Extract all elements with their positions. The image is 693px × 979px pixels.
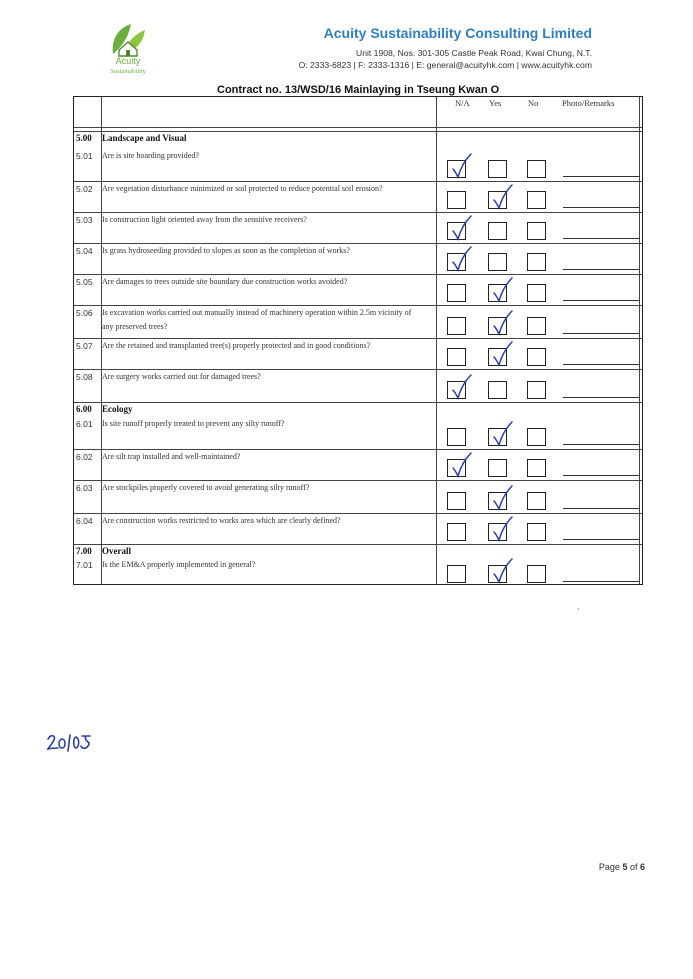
checkmark-icon bbox=[490, 556, 516, 584]
column-divider bbox=[436, 97, 437, 584]
checkmark-icon bbox=[490, 308, 516, 336]
column-header-yes: Yes bbox=[489, 98, 502, 108]
logo-name: Acuity bbox=[115, 56, 141, 66]
item-question: Are construction works restricted to works area which are clearly defined? bbox=[102, 516, 341, 525]
item-question: Are silt trap installed and well-maintained? bbox=[102, 452, 241, 461]
checkbox-no[interactable] bbox=[527, 428, 546, 446]
column-header-na: N/A bbox=[455, 98, 470, 108]
checkmark-icon bbox=[449, 151, 475, 179]
company-name: Acuity Sustainability Consulting Limited bbox=[323, 25, 592, 41]
item-number: 6.04 bbox=[76, 516, 93, 526]
item-number: 5.07 bbox=[76, 341, 93, 351]
checkbox-no[interactable] bbox=[527, 284, 546, 302]
item-question: Is grass hydroseeding provided to slopes as soon as the completion of works? bbox=[102, 246, 350, 255]
remarks-line[interactable] bbox=[563, 539, 639, 540]
checkbox-no[interactable] bbox=[527, 459, 546, 477]
checkbox-no[interactable] bbox=[527, 222, 546, 240]
checkbox-yes[interactable] bbox=[488, 222, 507, 240]
checkbox-no[interactable] bbox=[527, 523, 546, 541]
checkbox-yes[interactable] bbox=[488, 160, 507, 178]
page-current: 5 bbox=[622, 862, 628, 872]
checkbox-no[interactable] bbox=[527, 381, 546, 399]
remarks-line[interactable] bbox=[563, 444, 639, 445]
remarks-line[interactable] bbox=[563, 581, 639, 582]
logo-tagline: Sustainability bbox=[110, 68, 146, 75]
item-number: 5.02 bbox=[76, 184, 93, 194]
remarks-line[interactable] bbox=[563, 475, 639, 476]
remarks-line[interactable] bbox=[563, 508, 639, 509]
stray-mark: , bbox=[577, 601, 580, 611]
column-header-no: No bbox=[528, 98, 539, 108]
item-question-continued: any preserved trees? bbox=[102, 322, 168, 331]
remarks-line[interactable] bbox=[563, 176, 639, 177]
handwritten-date bbox=[46, 731, 94, 758]
item-question: Is excavation works carried out manually instead of machinery operation within 2.5m vicinity of bbox=[102, 308, 412, 317]
remarks-line[interactable] bbox=[563, 207, 639, 208]
handwritten-date-ink bbox=[46, 731, 94, 753]
checkbox-na[interactable] bbox=[447, 492, 466, 510]
checkbox-na[interactable] bbox=[447, 317, 466, 335]
checkmark-icon bbox=[490, 275, 516, 303]
checkmark-icon bbox=[490, 419, 516, 447]
item-number: 5.03 bbox=[76, 215, 93, 225]
remarks-line[interactable] bbox=[563, 333, 639, 334]
item-number: 5.05 bbox=[76, 277, 93, 287]
checklist-table bbox=[73, 96, 643, 585]
checkmark-icon bbox=[490, 339, 516, 367]
checkmark-icon bbox=[449, 244, 475, 272]
item-number: 5.08 bbox=[76, 372, 93, 382]
page-prefix: Page bbox=[598, 862, 623, 872]
item-number: 5.01 bbox=[76, 151, 93, 161]
section-number: 6.00 bbox=[76, 404, 92, 414]
remarks-line[interactable] bbox=[563, 300, 639, 301]
remarks-line[interactable] bbox=[563, 238, 639, 239]
item-number: 6.03 bbox=[76, 483, 93, 493]
header-divider bbox=[74, 127, 642, 128]
item-question: Are surgery works carried out for damaged trees? bbox=[102, 372, 261, 381]
checkbox-no[interactable] bbox=[527, 565, 546, 583]
section-number: 5.00 bbox=[76, 133, 92, 143]
checkbox-na[interactable] bbox=[447, 284, 466, 302]
checkbox-no[interactable] bbox=[527, 492, 546, 510]
column-header-remarks: Photo/Remarks bbox=[562, 98, 615, 108]
page-middle: of bbox=[627, 862, 640, 872]
checkbox-no[interactable] bbox=[527, 253, 546, 271]
letterhead bbox=[0, 0, 693, 90]
company-contacts: O: 2333-6823 | F: 2333-1316 | E: general@acuityhk.com | www.acuityhk.com bbox=[298, 60, 592, 70]
checkbox-na[interactable] bbox=[447, 523, 466, 541]
checkbox-no[interactable] bbox=[527, 160, 546, 178]
page-total: 6 bbox=[639, 862, 645, 872]
section-title: Landscape and Visual bbox=[102, 133, 187, 143]
item-question: Are vegetation disturbance minimized or soil protected to reduce potential soil erosion? bbox=[102, 184, 383, 193]
item-question: Are the retained and transplanted tree(s) properly protected and in good conditions? bbox=[102, 341, 371, 350]
section-title: Ecology bbox=[102, 404, 133, 414]
checkmark-icon bbox=[490, 514, 516, 542]
item-number: 6.02 bbox=[76, 452, 93, 462]
checkbox-na[interactable] bbox=[447, 191, 466, 209]
remarks-line[interactable] bbox=[563, 364, 639, 365]
contract-title: Contract no. 13/WSD/16 Mainlaying in Tseung Kwan O bbox=[217, 84, 500, 96]
checkmark-icon bbox=[449, 213, 475, 241]
leaf-house-icon bbox=[105, 20, 151, 58]
item-question: Is construction light oriented away from the sensitive receivers? bbox=[102, 215, 307, 224]
checkmark-icon bbox=[490, 483, 516, 511]
item-question: Are stockpiles properly covered to avoid generating silty runoff? bbox=[102, 483, 310, 492]
checkmark-icon bbox=[490, 182, 516, 210]
item-number: 7.01 bbox=[76, 560, 93, 570]
item-question: Are damages to trees outside site boundary due construction works avoided? bbox=[102, 277, 348, 286]
section-title: Overall bbox=[102, 546, 131, 556]
checkbox-no[interactable] bbox=[527, 348, 546, 366]
checkbox-no[interactable] bbox=[527, 191, 546, 209]
column-divider bbox=[639, 97, 640, 584]
item-number: 6.01 bbox=[76, 419, 93, 429]
checkmark-icon bbox=[449, 450, 475, 478]
item-number: 5.04 bbox=[76, 246, 93, 256]
checkbox-na[interactable] bbox=[447, 565, 466, 583]
remarks-line[interactable] bbox=[563, 397, 639, 398]
item-question: Is site runoff properly treated to prevent any silty runoff? bbox=[102, 419, 285, 428]
company-logo bbox=[93, 18, 163, 80]
checkmark-icon bbox=[449, 372, 475, 400]
checkbox-na[interactable] bbox=[447, 348, 466, 366]
company-address: Unit 1908, Nos. 301-305 Castle Peak Road, Kwai Chung, N.T. bbox=[356, 48, 592, 58]
checkbox-no[interactable] bbox=[527, 317, 546, 335]
checkbox-yes[interactable] bbox=[488, 459, 507, 477]
remarks-line[interactable] bbox=[563, 269, 639, 270]
item-question: Are is site hoarding provided? bbox=[102, 151, 199, 160]
checkbox-yes[interactable] bbox=[488, 253, 507, 271]
page-number bbox=[599, 862, 645, 872]
item-number: 5.06 bbox=[76, 308, 93, 318]
checkbox-yes[interactable] bbox=[488, 381, 507, 399]
section-number: 7.00 bbox=[76, 546, 92, 556]
checkbox-na[interactable] bbox=[447, 428, 466, 446]
item-question: Is the EM&A properly implemented in general? bbox=[102, 560, 256, 569]
